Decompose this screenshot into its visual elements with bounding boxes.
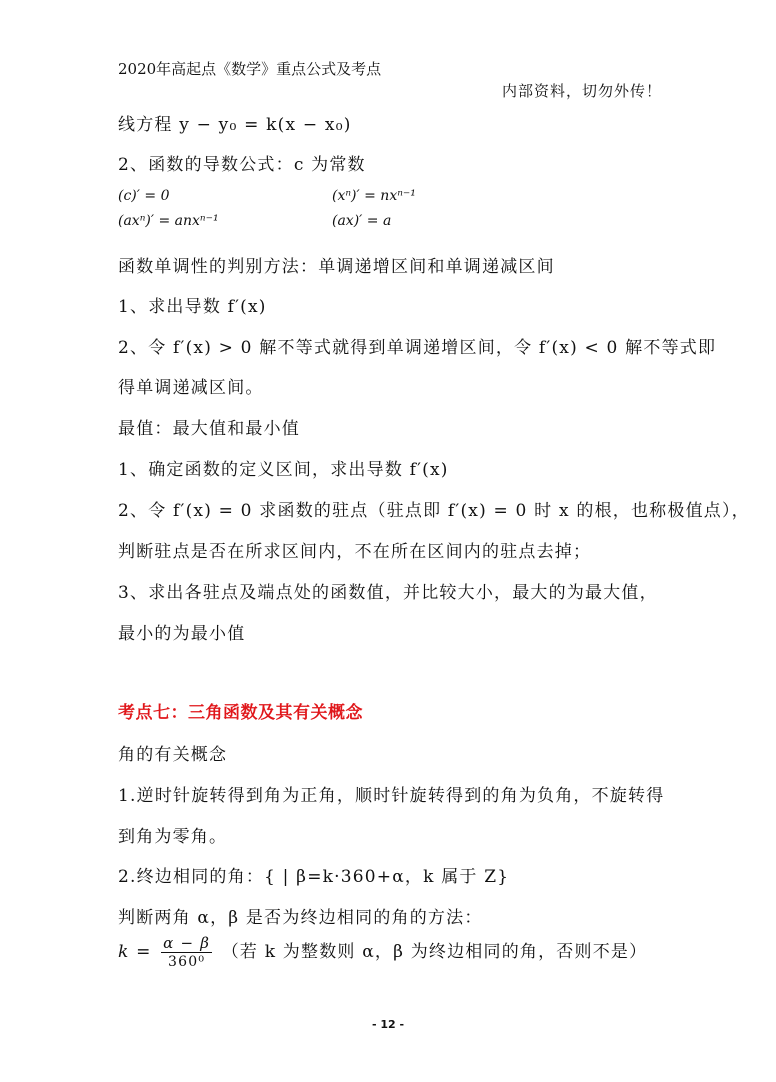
formula-power: (xⁿ)′ = nxⁿ⁻¹: [332, 188, 416, 204]
formula-note: （若 k 为整数则 α，β 为终边相同的角，否则不是）: [221, 942, 648, 962]
angle-concepts-heading: 角的有关概念: [118, 745, 228, 765]
section-7-title: 考点七：三角函数及其有关概念: [118, 703, 363, 723]
extreme-step-2-cont: 判断驻点是否在所求区间内，不在所在区间内的驻点去掉；: [118, 542, 592, 562]
angle-rule-1-cont: 到角为零角。: [118, 827, 228, 847]
formula-linear: (ax)′ = a: [332, 213, 392, 229]
angle-rule-2: 2.终边相同的角：{ | β=k·360+α，k 属于 Z}: [118, 867, 510, 887]
header-title: 2020年高起点《数学》重点公式及考点: [118, 60, 382, 78]
extreme-step-2: 2、令 f′(x) = 0 求函数的驻点（驻点即 f′(x) = 0 时 x 的根，也称极值点），: [118, 501, 750, 521]
extreme-step-3-cont: 最小的为最小值: [118, 624, 246, 644]
extreme-values-heading: 最值：最大值和最小值: [118, 419, 300, 439]
monotonicity-step-2: 2、令 f′(x) > 0 解不等式就得到单调递增区间，令 f′(x) < 0 解不等式即: [118, 338, 717, 358]
tangent-line-equation: 线方程 y − y₀ = k(x − x₀): [118, 115, 352, 135]
fraction-numerator: α − β: [163, 934, 211, 952]
header-notice: 内部资料，切勿外传！: [501, 82, 662, 100]
monotonicity-step-2-cont: 得单调递减区间。: [118, 378, 264, 398]
extreme-step-3: 3、求出各驻点及端点处的函数值，并比较大小，最大的为最大值，: [118, 583, 658, 603]
angle-rule-1: 1.逆时针旋转得到角为正角，顺时针旋转得到的角为负角，不旋转得: [118, 786, 665, 806]
formula-constant: (c)′ = 0: [118, 188, 170, 204]
page-number: - 12 -: [371, 1018, 405, 1031]
monotonicity-heading: 函数单调性的判别方法：单调递增区间和单调递减区间: [118, 257, 555, 277]
fraction-denominator: 360⁰: [168, 954, 206, 970]
coterminal-formula: [118, 934, 647, 971]
formula-scaled-power: (axⁿ)′ = anxⁿ⁻¹: [118, 213, 219, 229]
formula-fraction: [161, 934, 212, 971]
formula-k-prefix: k =: [118, 942, 152, 962]
derivative-formulas-heading: 2、函数的导数公式：c 为常数: [118, 155, 366, 175]
extreme-step-1: 1、确定函数的定义区间，求出导数 f′(x): [118, 460, 449, 480]
monotonicity-step-1: 1、求出导数 f′(x): [118, 297, 267, 317]
coterminal-method-heading: 判断两角 α，β 是否为终边相同的角的方法：: [118, 908, 483, 928]
